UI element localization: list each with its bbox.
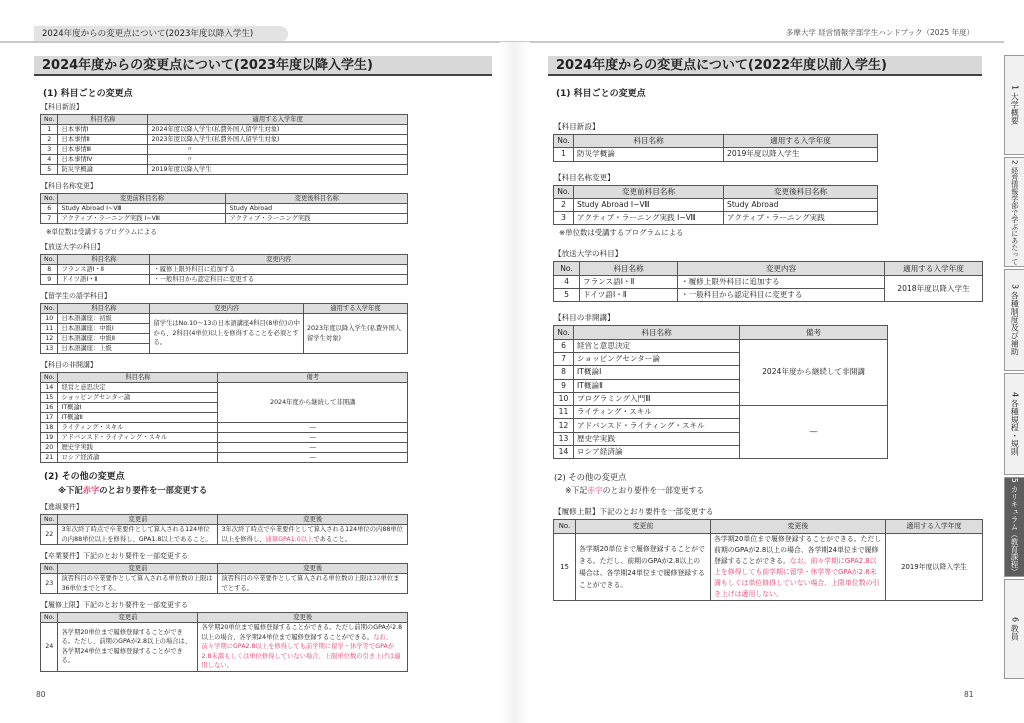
col-header: 科目名称 (58, 255, 150, 265)
table-cell: 留学生はNo.10〜13の日本語講座4科目(8単位)の中から、2科目(4単位)以上を修得することを必須とする。 (150, 314, 304, 354)
renamed-subjects-table (40, 193, 408, 224)
tab-chapter-5[interactable]: 5 カリキュラム（教育課程） (1004, 477, 1024, 577)
table-row (41, 265, 408, 275)
table-label: 【科目新設】 (554, 122, 600, 131)
table-cell: IT概論Ⅱ (58, 413, 218, 423)
col-header: 備考 (218, 373, 408, 383)
table-cell: 日本事情Ⅲ (58, 145, 148, 155)
col-header: No. (41, 564, 58, 574)
col-header: No. (41, 515, 58, 525)
table-cell: IT概論Ⅰ (58, 403, 218, 413)
table-cell: ― (218, 423, 408, 433)
table-cell: 〃 (148, 155, 408, 165)
table-cell: 日本語講座：中級Ⅱ (58, 334, 150, 344)
col-header: 変更前科目名称 (58, 194, 226, 204)
table-cell: 3 (41, 145, 58, 155)
table-cell: 9 (554, 379, 574, 392)
table-row (41, 214, 408, 224)
col-header: No. (41, 613, 58, 623)
table-cell: 15 (41, 393, 58, 403)
table-label: 【卒業要件】下記のとおり要件を一部変更する (41, 552, 188, 560)
col-header: 変更前 (58, 564, 218, 574)
table-cell: 12 (41, 334, 58, 344)
table-cell: ショッピングセンター論 (574, 352, 740, 365)
table-label: 【科目名称変更】 (554, 172, 615, 182)
table-cell: 各学期20単位まで履修登録することができる。ただし、前期のGPAが2.8以上の場合は、各学期24単位まで履修登録することができる。 (576, 533, 711, 600)
table-cell: プログラミング入門Ⅲ (574, 392, 740, 405)
table-cell: アクティブ・ラーニング実践 Ⅰ~Ⅷ (58, 214, 226, 224)
table-cell: 1 (41, 125, 58, 135)
graduation-req-table (40, 563, 408, 594)
table-cell: Study Abroad Ⅰ~Ⅷ (58, 204, 226, 214)
table-row (41, 574, 408, 594)
section-heading: (2) その他の変更点 (44, 472, 125, 482)
table-row (41, 525, 408, 545)
table-cell: 4 (554, 275, 580, 288)
table-cell: 7 (554, 352, 574, 365)
table-cell: 20 (41, 443, 58, 453)
table-row (41, 155, 408, 165)
col-header: 変更前 (576, 520, 711, 533)
table-cell: 日本事情Ⅰ (58, 125, 148, 135)
col-header: 科目名称 (58, 373, 218, 383)
tab-chapter-2[interactable]: 2 経営情報学部で学ぶにあたって (1004, 157, 1024, 267)
table-cell: 19 (41, 433, 58, 443)
table-cell: ドイツ語Ⅰ・Ⅱ (58, 275, 150, 285)
table-cell: 17 (41, 413, 58, 423)
table-cell: 8 (41, 265, 58, 275)
page-number-right: 81 (964, 690, 974, 699)
col-header: No. (554, 520, 576, 533)
credit-cap-table (40, 612, 408, 672)
table-cell: 3 (554, 212, 574, 225)
section-heading: (2) その他の変更点 (554, 472, 627, 483)
table-label: 【履修上限】下記のとおり要件を一部変更する (554, 507, 714, 517)
col-header: 備考 (740, 326, 888, 339)
col-header: 変更内容 (150, 255, 408, 265)
table-cell: ライティング・スキル (574, 406, 740, 419)
table-cell: 2024年度から継続して非開講 (218, 383, 408, 423)
col-header: 科目名称 (58, 304, 150, 314)
table-cell: ― (218, 433, 408, 443)
table-cell: 1 (554, 148, 574, 161)
table-cell: 3年次終了時点で卒業要件として算入される124単位の内88単位以上を修得し、通算GPA1.0以上であること。 (218, 525, 408, 545)
section-heading: (1) 科目ごとの変更点 (43, 89, 133, 99)
table-cell: フランス語Ⅰ・Ⅱ (58, 265, 150, 275)
table-cell: 2023年度以降入学生(私費外国人留学生対象) (304, 314, 408, 354)
section-heading: (1) 科目ごとの変更点 (556, 89, 646, 99)
table-cell: 6 (554, 339, 574, 352)
table-cell: フランス語Ⅰ・Ⅱ (580, 275, 678, 288)
discontinued-table (40, 372, 408, 463)
col-header: 変更内容 (150, 304, 304, 314)
table-cell: アドバンスド・ライティング・スキル (574, 419, 740, 432)
table-cell: 9 (41, 275, 58, 285)
table-cell: ・履修上限外科目に追加する (150, 265, 408, 275)
table-cell: 11 (41, 324, 58, 334)
left-page-title: 2024年度からの変更点について(2023年度以降入学生) (34, 56, 492, 76)
table-cell: 23 (41, 574, 58, 594)
left-page (40, 84, 408, 672)
renamed-subjects-table (553, 185, 878, 226)
table-cell: 22 (41, 525, 58, 545)
table-cell: 11 (554, 406, 574, 419)
red-text-note: ※下記赤字のとおり要件を一部変更する (565, 486, 705, 496)
table-row (41, 453, 408, 463)
table-cell: ショッピングセンター論 (58, 393, 218, 403)
table-cell: ライティング・スキル (58, 423, 218, 433)
tab-chapter-1[interactable]: 1 大学概要 (1004, 55, 1024, 155)
open-univ-table (40, 254, 408, 285)
col-header: No. (554, 185, 574, 198)
table-cell: 各学期20単位まで履修登録することができる。ただし、前期のGPAが2.8以上の場合は、各学期24単位まで履修登録することができる。 (58, 623, 198, 672)
table-cell: Study Abroad (724, 198, 878, 211)
table-cell: 経営と意思決定 (58, 383, 218, 393)
table-cell: 5 (41, 165, 58, 175)
table-label: 【履修上限】下記のとおり要件を一部変更する (41, 601, 188, 609)
table-cell: 5 (554, 289, 580, 302)
col-header: No. (41, 373, 58, 383)
table-cell: 4 (41, 155, 58, 165)
col-header: 適用する入学年度 (886, 520, 983, 533)
table-cell: 2019年度以降入学生 (886, 533, 983, 600)
col-header: 科目名称 (580, 262, 678, 275)
col-header: 変更後 (711, 520, 886, 533)
table-cell: 防災学概論 (574, 148, 724, 161)
table-row (41, 443, 408, 453)
table-cell: 14 (41, 383, 58, 393)
table-cell: Study Abroad (226, 204, 408, 214)
table-row (554, 198, 878, 211)
table-cell: 10 (554, 392, 574, 405)
table-cell: 各学期20単位まで履修登録することができる。ただし前期のGPAが2.8以上の場合、各学期24単位まで履修登録することができる。なお、前々学期にGPA2.8以上を修得しても前学期に留学・休学等でGPAが2.8未満もしくは単位修得していない場合、上限単位数の引き上げは適用しない。 (198, 623, 408, 672)
table-cell: IT概論Ⅱ (574, 379, 740, 392)
table-row (554, 212, 878, 225)
table-cell: ロシア経済論 (574, 446, 740, 459)
table-row (554, 406, 888, 419)
table-cell: 日本事情Ⅱ (58, 135, 148, 145)
table-cell: ・履修上限外科目に追加する (678, 275, 885, 288)
table-label: 【放送大学の科目】 (554, 249, 623, 259)
table-row (41, 423, 408, 433)
running-header-right: 多摩大学 経営情報学部学生ハンドブック（2025 年度） (785, 28, 974, 37)
col-header: 変更前科目名称 (574, 185, 724, 198)
table-cell: 2 (41, 135, 58, 145)
table-row (554, 533, 983, 600)
col-header: No. (554, 326, 574, 339)
table-row (41, 204, 408, 214)
col-header: 変更後科目名称 (226, 194, 408, 204)
table-cell: アクティブ・ラーニング実践 (226, 214, 408, 224)
col-header: No. (41, 194, 58, 204)
table-cell: 21 (41, 453, 58, 463)
tab-chapter-4[interactable]: 4 各種規程・規則 (1004, 373, 1024, 475)
col-header: 科目名称 (574, 135, 724, 148)
col-header: No. (554, 135, 574, 148)
table-cell: 8 (554, 366, 574, 379)
table-cell: 14 (554, 446, 574, 459)
table-label: 【科目名称変更】 (41, 182, 97, 190)
table-cell: 2024年度から継続して非開講 (740, 339, 888, 405)
table-cell: 経営と意思決定 (574, 339, 740, 352)
table-row (41, 275, 408, 285)
table-cell: ― (218, 453, 408, 463)
table-cell: 2018年度以降入学生 (885, 275, 983, 302)
table-cell: 15 (554, 533, 576, 600)
credit-cap-table (553, 519, 983, 600)
table-cell: 日本事情Ⅳ (58, 155, 148, 165)
table-row (41, 125, 408, 135)
table-label: 【放送大学の科目】 (41, 243, 104, 251)
table-cell: 日本語講座：中級Ⅰ (58, 324, 150, 334)
col-header: 変更前 (58, 613, 198, 623)
credits-note: ※単位数は受講するプログラムによる (559, 228, 684, 238)
page-number-left: 80 (36, 690, 46, 699)
table-row (41, 623, 408, 672)
tab-chapter-3[interactable]: 3 各種制度及び補助 (1004, 269, 1024, 371)
table-cell: 〃 (148, 145, 408, 155)
col-header: 変更後 (218, 515, 408, 525)
table-cell: IT概論Ⅰ (574, 366, 740, 379)
table-cell: Study Abroad Ⅰ~Ⅷ (574, 198, 724, 211)
table-cell: 2019年度以降入学生 (724, 148, 878, 161)
table-row (41, 433, 408, 443)
col-header: 変更後 (218, 564, 408, 574)
col-header: 適用する入学年度 (885, 262, 983, 275)
col-header: 変更後 (198, 613, 408, 623)
table-cell: ドイツ語Ⅰ・Ⅱ (580, 289, 678, 302)
promotion-req-table (40, 514, 408, 545)
col-header: 変更内容 (678, 262, 885, 275)
table-label: 【科目の非開講】 (41, 361, 97, 369)
table-cell: 2023年度以降入学生(私費外国人留学生対象) (148, 135, 408, 145)
table-cell: 防災学概論 (58, 165, 148, 175)
table-cell: 歴史学実践 (574, 432, 740, 445)
right-page-title: 2024年度からの変更点について(2022年度以前入学生) (548, 56, 982, 76)
table-cell: 演習科目の卒業要件として算入される単位数の上限は32単位までとする。 (218, 574, 408, 594)
table-cell: 各学期20単位まで履修登録することができる。ただし前期のGPAが2.8以上の場合、各学期24単位まで履修登録することができる。なお、前々学期にGPA2.8以上を修得しても前学期に留学・休学等でGPAが2.8未満もしくは単位修得していない場合、上限単位数の引き上げは適用しない。 (711, 533, 886, 600)
table-cell: 24 (41, 623, 58, 672)
new-subjects-table (40, 114, 408, 175)
table-row (41, 145, 408, 155)
col-header: No. (41, 115, 58, 125)
table-row (554, 275, 983, 288)
table-cell: 3年次終了時点で卒業要件として算入される124単位の内88単位以上を修得し、GPA1.8以上であること。 (58, 525, 218, 545)
red-text-note: ※下記赤字のとおり要件を一部変更する (58, 485, 208, 495)
table-cell: 2 (554, 198, 574, 211)
table-cell: 7 (41, 214, 58, 224)
table-cell: 13 (41, 344, 58, 354)
table-row (41, 165, 408, 175)
table-label: 【科目の非開講】 (554, 313, 615, 323)
running-header-left: 2024年度からの変更点について(2023年度以降入学生) (34, 26, 288, 42)
table-row (41, 383, 408, 393)
table-cell: 12 (554, 419, 574, 432)
table-cell: 2019年度以降入学生 (148, 165, 408, 175)
credits-note: ※単位数は受講するプログラムによる (46, 228, 157, 236)
discontinued-table (553, 325, 888, 459)
table-cell: 日本語講座：上級 (58, 344, 150, 354)
table-cell: ・一般科目から認定科目に変更する (678, 289, 885, 302)
table-cell: 18 (41, 423, 58, 433)
table-cell: 日本語講座：初級 (58, 314, 150, 324)
col-header: 適用する入学年度 (304, 304, 408, 314)
right-page (553, 84, 983, 601)
table-cell: 演習科目の卒業要件として算入される単位数の上限は36単位までとする。 (58, 574, 218, 594)
tab-chapter-6[interactable]: 6 教員 (1004, 579, 1024, 679)
col-header: 適用する入学年度 (148, 115, 408, 125)
table-row (41, 135, 408, 145)
table-cell: 13 (554, 432, 574, 445)
col-header: No. (41, 255, 58, 265)
col-header: 適用する入学年度 (724, 135, 878, 148)
table-cell: ― (740, 406, 888, 459)
col-header: 科目名称 (58, 115, 148, 125)
col-header: No. (41, 304, 58, 314)
table-row (41, 314, 408, 324)
table-label: 【科目新設】 (41, 103, 83, 111)
table-label: 【進級要件】 (41, 503, 83, 511)
col-header: 変更前 (58, 515, 218, 525)
table-cell: ・一般科目から認定科目に変更する (150, 275, 408, 285)
table-label: 【留学生の語学科目】 (41, 292, 111, 300)
table-cell: ― (218, 443, 408, 453)
table-cell: 16 (41, 403, 58, 413)
table-cell: 10 (41, 314, 58, 324)
table-row (554, 339, 888, 352)
table-cell: アクティブ・ラーニング実践 Ⅰ~Ⅷ (574, 212, 724, 225)
table-row (554, 148, 878, 161)
open-univ-table (553, 261, 983, 302)
col-header: 変更後科目名称 (724, 185, 878, 198)
intl-language-table (40, 303, 408, 354)
table-cell: 2024年度以降入学生(私費外国人留学生対象) (148, 125, 408, 135)
table-cell: 歴史学実践 (58, 443, 218, 453)
table-cell: 6 (41, 204, 58, 214)
table-cell: アドバンスド・ライティング・スキル (58, 433, 218, 443)
table-cell: アクティブ・ラーニング実践 (724, 212, 878, 225)
col-header: 科目名称 (574, 326, 740, 339)
table-cell: ロシア経済論 (58, 453, 218, 463)
col-header: No. (554, 262, 580, 275)
page-fold (500, 42, 530, 723)
new-subjects-table (553, 134, 878, 162)
